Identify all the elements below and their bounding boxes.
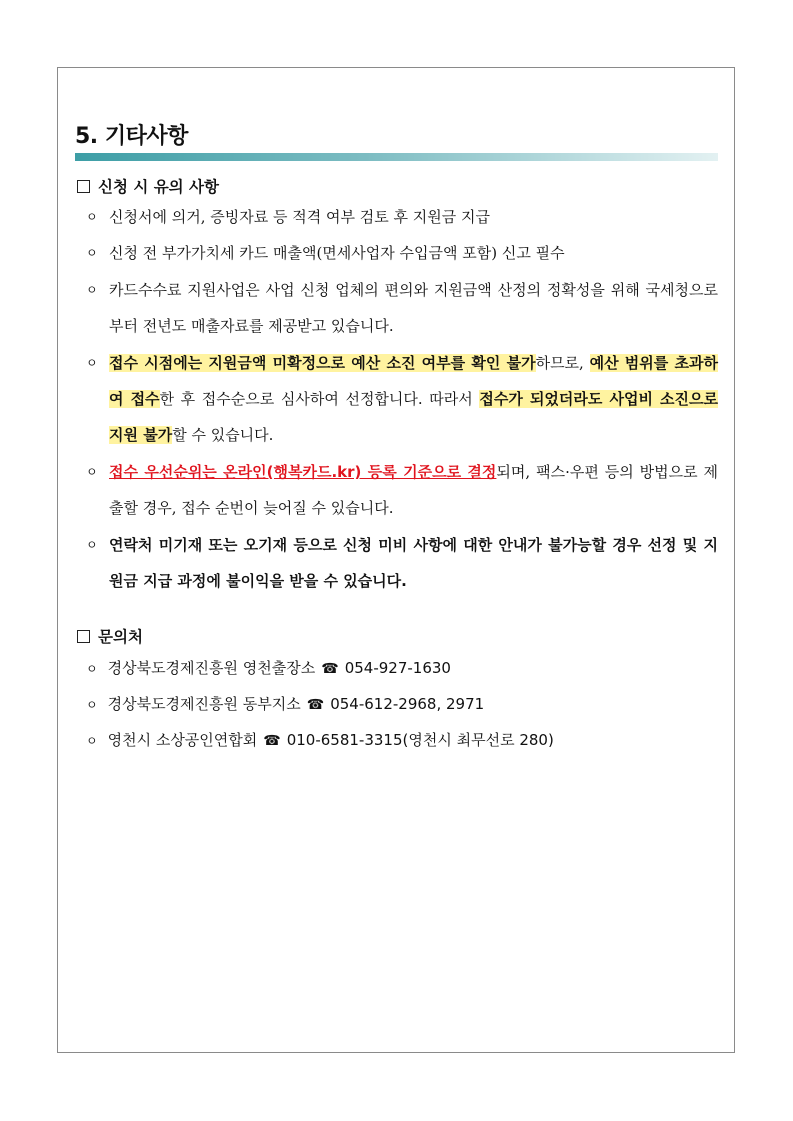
title-underline-bar: [75, 153, 718, 161]
bullet-icon: ㅇ: [86, 662, 98, 676]
red-underlined-text: 접수 우선순위는 온라인(행복카드.kr) 등록 기준으로 결정: [109, 463, 497, 481]
bullet-icon: ㅇ: [86, 465, 98, 479]
checkbox-square-icon: [77, 180, 90, 193]
list-item-text: 신청 전 부가가치세 카드 매출액(면세사업자 수입금액 포함) 신고 필수: [109, 244, 565, 262]
contact-org: 경상북도경제진흥원 동부지소: [107, 695, 301, 713]
list-item: [86, 199, 718, 235]
bullet-icon: ㅇ: [86, 538, 98, 552]
section-heading-notes: [77, 175, 219, 197]
contact-phone: 010-6581-3315(영천시 최무선로 280): [286, 731, 554, 749]
phone-icon: ☎: [321, 661, 339, 677]
highlight-text: 예산 범위를 초과하여 접수: [109, 354, 718, 408]
contact-org: 경상북도경제진흥원 영천출장소: [107, 659, 316, 677]
list-item-priority: [86, 454, 718, 526]
phone-icon: ☎: [263, 733, 281, 749]
contact-item: [86, 729, 554, 750]
list-item: [86, 235, 718, 271]
bullet-icon: ㅇ: [86, 283, 98, 297]
contact-phone: 054-927-1630: [344, 659, 451, 677]
checkbox-square-icon: [77, 630, 90, 643]
list-item-highlighted: [86, 345, 718, 453]
list-item: [86, 272, 718, 344]
phone-icon: ☎: [306, 697, 325, 713]
body-text: 되며, 팩스·우편 등의 방법으로 제출할 경우, 접수 순번이 늦어질 수 있습니다.: [109, 463, 718, 517]
bullet-icon: ㅇ: [86, 734, 98, 748]
section-heading-contact: [77, 625, 143, 647]
section-heading-text: 신청 시 유의 사항: [98, 178, 220, 196]
list-item-text: 연락처 미기재 또는 오기재 등으로 신청 미비 사항에 대한 안내가 불가능할 경우 선정 및 지원금 지급 과정에 불이익을 받을 수 있습니다.: [109, 536, 718, 590]
body-text: 할 수 있습니다.: [172, 426, 274, 444]
bullet-icon: ㅇ: [86, 246, 98, 260]
list-item-bold: [86, 527, 718, 599]
list-item-text: 카드수수료 지원사업은 사업 신청 업체의 편의와 지원금액 산정의 정확성을 위해 국세청으로부터 전년도 매출자료를 제공받고 있습니다.: [109, 281, 718, 335]
contact-item: [86, 693, 484, 714]
contact-org: 영천시 소상공인연합회: [107, 731, 258, 749]
body-text: 하므로,: [535, 354, 590, 372]
contact-item: [86, 657, 451, 678]
bullet-icon: ㅇ: [86, 210, 98, 224]
list-item-text: 신청서에 의거, 증빙자료 등 적격 여부 검토 후 지원금 지급: [109, 208, 490, 226]
highlight-text: 접수가 되었더라도 사업비 소진으로 지원 불가: [109, 390, 718, 444]
list-item-text: [86, 345, 718, 453]
contact-phone: 054-612-2968, 2971: [330, 695, 485, 713]
highlight-text: 접수 시점에는 지원금액 미확정으로 예산 소진 여부를 확인 불가: [109, 354, 536, 372]
body-text: 한 후 접수순으로 심사하여 선정합니다. 따라서: [159, 390, 480, 408]
bullet-icon: ㅇ: [86, 698, 98, 712]
section-heading-text: 문의처: [98, 628, 143, 646]
list-item-text: [86, 454, 718, 526]
bullet-icon: ㅇ: [86, 356, 98, 370]
section-title: 5. 기타사항: [75, 124, 188, 149]
